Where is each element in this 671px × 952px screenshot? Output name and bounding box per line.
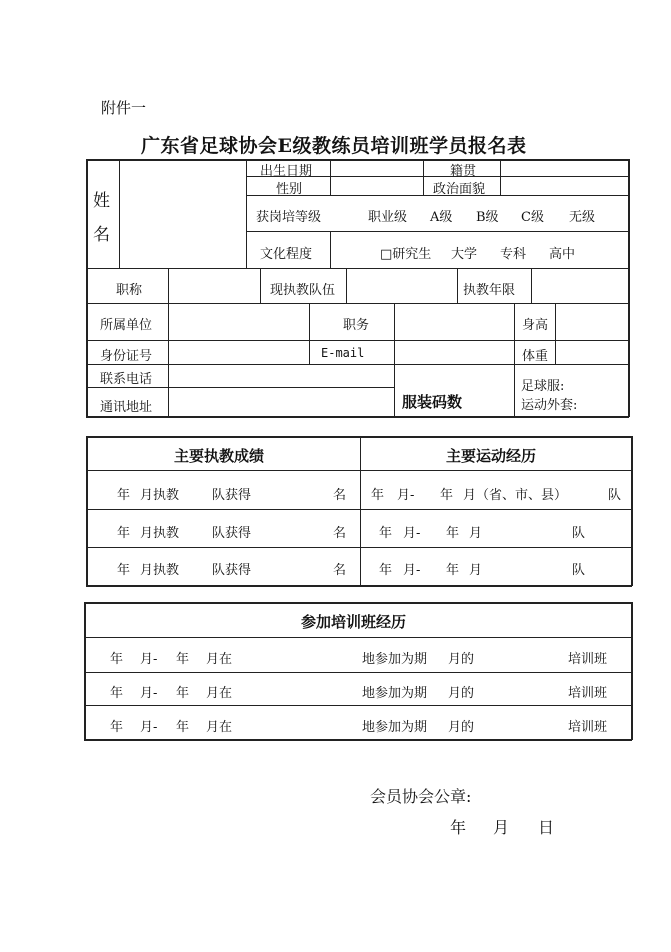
row-month-start: 月- <box>140 652 158 667</box>
training-heading: 参加培训班经历 <box>301 613 407 631</box>
gender-label: 性别 <box>276 182 303 197</box>
coach-level-option-professional[interactable]: 职业级 <box>368 210 408 225</box>
education-option-postgraduate[interactable]: □研究生 <box>380 247 432 262</box>
row-team-gain: 队获得 <box>212 488 252 503</box>
current-team-label: 现执教队伍 <box>270 283 336 298</box>
email-label: E-mail <box>321 346 365 360</box>
row-month-coach: 月执教 <box>140 563 180 578</box>
position-field[interactable] <box>395 304 514 340</box>
row-duration: 地参加为期 <box>362 686 428 701</box>
row-year-end: 年 <box>446 563 460 578</box>
row-year-start: 年 <box>110 720 124 735</box>
coach-level-option-b[interactable]: B级 <box>476 210 499 225</box>
coach-level-label: 获岗培等级 <box>256 210 322 225</box>
row-year-start: 年 <box>110 652 124 667</box>
row-training-course: 培训班 <box>568 720 608 735</box>
row-month-start: 月- <box>403 526 421 541</box>
phone-field[interactable] <box>169 365 394 387</box>
email-field[interactable] <box>395 341 514 364</box>
attachment-label: 附件一 <box>101 99 147 117</box>
title-label: 职称 <box>116 283 143 298</box>
row-duration: 地参加为期 <box>362 720 428 735</box>
form-title: 广东省足球协会E级教练员培训班学员报名表 <box>141 135 527 157</box>
id-number-field[interactable] <box>169 341 309 364</box>
row-team: 队 <box>572 526 586 541</box>
address-field[interactable] <box>169 388 394 416</box>
row-year-start: 年 <box>379 526 393 541</box>
row-month-coach: 月执教 <box>140 488 180 503</box>
id-number-label: 身份证号 <box>100 349 153 364</box>
name-label-char1: 姓 <box>93 191 110 211</box>
date-day: 日 <box>538 818 555 837</box>
weight-label: 体重 <box>522 349 549 364</box>
date-month: 月 <box>493 818 510 837</box>
current-team-field[interactable] <box>347 269 457 303</box>
row-month-coach: 月执教 <box>140 526 180 541</box>
row-month-start: 月- <box>403 563 421 578</box>
row-year: 年 <box>117 488 131 503</box>
row-rank: 名 <box>333 563 347 578</box>
row-months: 月的 <box>448 652 475 667</box>
seal-label: 会员协会公章: <box>370 787 472 806</box>
row-team: 队 <box>572 563 586 578</box>
row-team-gain: 队获得 <box>212 563 252 578</box>
row-year-start: 年 <box>371 488 385 503</box>
sports-experience-heading: 主要运动经历 <box>446 447 537 465</box>
size-label: 服装码数 <box>402 393 463 411</box>
height-label: 身高 <box>522 318 549 333</box>
row-year-end: 年 <box>176 686 190 701</box>
birth-date-label: 出生日期 <box>260 164 313 179</box>
political-status-field[interactable] <box>501 177 628 195</box>
soccer-uniform-label: 足球服: <box>521 379 565 394</box>
row-team: 队 <box>608 488 622 503</box>
position-label: 职务 <box>343 318 370 333</box>
political-status-label: 政治面貌 <box>433 182 486 197</box>
row-month-location: 月在 <box>206 720 233 735</box>
row-duration: 地参加为期 <box>362 652 428 667</box>
row-month-end: 月 <box>469 526 483 541</box>
weight-field[interactable] <box>556 341 628 364</box>
coach-level-option-a[interactable]: A级 <box>430 210 453 225</box>
row-month-location: 月在 <box>206 686 233 701</box>
row-month-start: 月- <box>397 488 415 503</box>
name-label-char2: 名 <box>93 225 110 245</box>
affiliation-label: 所属单位 <box>100 318 153 333</box>
name-field[interactable] <box>120 160 246 268</box>
row-month-end: 月 <box>469 563 483 578</box>
education-option-university[interactable]: 大学 <box>451 247 478 262</box>
row-rank: 名 <box>333 488 347 503</box>
birth-date-field[interactable] <box>331 160 423 176</box>
row-training-course: 培训班 <box>568 652 608 667</box>
row-rank: 名 <box>333 526 347 541</box>
coach-level-option-c[interactable]: C级 <box>521 210 544 225</box>
education-label: 文化程度 <box>260 247 313 262</box>
native-place-field[interactable] <box>501 160 628 176</box>
education-option-highschool[interactable]: 高中 <box>549 247 576 262</box>
row-year-start: 年 <box>379 563 393 578</box>
native-place-label: 籍贯 <box>450 164 477 179</box>
affiliation-field[interactable] <box>169 304 309 340</box>
row-training-course: 培训班 <box>568 686 608 701</box>
row-year: 年 <box>117 526 131 541</box>
row-year: 年 <box>117 563 131 578</box>
gender-field[interactable] <box>331 177 423 195</box>
row-year-end: 年 <box>446 526 460 541</box>
row-year-end: 年 <box>176 652 190 667</box>
row-month-start: 月- <box>140 720 158 735</box>
address-label: 通讯地址 <box>100 400 153 415</box>
row-month-end: 月（省、市、县） <box>463 488 568 503</box>
row-team-gain: 队获得 <box>212 526 252 541</box>
row-months: 月的 <box>448 686 475 701</box>
sportswear-label: 运动外套: <box>521 398 578 413</box>
coach-level-option-none[interactable]: 无级 <box>569 210 596 225</box>
phone-label: 联系电话 <box>100 372 153 387</box>
row-year-end: 年 <box>176 720 190 735</box>
row-year-start: 年 <box>110 686 124 701</box>
coaching-years-label: 执教年限 <box>463 283 516 298</box>
height-field[interactable] <box>556 304 628 340</box>
row-months: 月的 <box>448 720 475 735</box>
row-year-end: 年 <box>440 488 454 503</box>
row-month-start: 月- <box>140 686 158 701</box>
row-month-location: 月在 <box>206 652 233 667</box>
coaching-years-field[interactable] <box>532 269 628 303</box>
coaching-achievements-heading: 主要执教成绩 <box>174 447 265 465</box>
education-option-college[interactable]: 专科 <box>500 247 527 262</box>
title-field[interactable] <box>169 269 260 303</box>
date-year: 年 <box>450 818 467 837</box>
